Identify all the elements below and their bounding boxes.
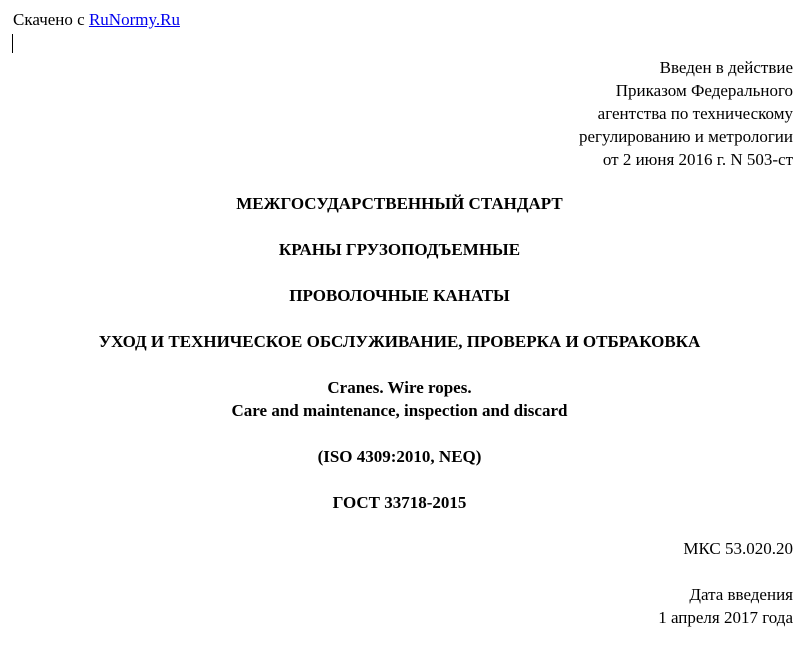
title-line-2: ПРОВОЛОЧНЫЕ КАНАТЫ [289, 286, 510, 305]
english-title-line-1: Cranes. Wire ropes. [327, 378, 472, 397]
document-type-heading: МЕЖГОСУДАРСТВЕННЫЙ СТАНДАРТ [236, 194, 563, 213]
source-line [13, 9, 180, 31]
standard-number: ГОСТ 33718-2015 [332, 493, 467, 512]
effective-date-label: Дата введения [689, 585, 793, 604]
effective-date: 1 апреля 2017 года [658, 608, 793, 627]
approval-line: от 2 июня 2016 г. N 503-ст [602, 150, 793, 169]
mks-code: МКС 53.020.20 [683, 539, 793, 558]
approval-line: агентства по техническому [597, 104, 793, 123]
approval-block [579, 56, 793, 171]
title-line-3: УХОД И ТЕХНИЧЕСКОЕ ОБСЛУЖИВАНИЕ, ПРОВЕРКА И ОТБРАКОВКА [98, 332, 701, 351]
approval-line: Введен в действие [659, 58, 793, 77]
english-title-line-2: Care and maintenance, inspection and discard [231, 401, 568, 420]
source-link[interactable]: RuNormy.Ru [88, 10, 180, 29]
source-prefix: Скачено с [13, 10, 85, 29]
iso-reference: (ISO 4309:2010, NEQ) [317, 447, 482, 466]
approval-line: Приказом Федерального [615, 81, 793, 100]
text-cursor [12, 34, 13, 53]
approval-line: регулированию и метрологии [578, 127, 793, 146]
title-line-1: КРАНЫ ГРУЗОПОДЪЕМНЫЕ [278, 240, 521, 259]
